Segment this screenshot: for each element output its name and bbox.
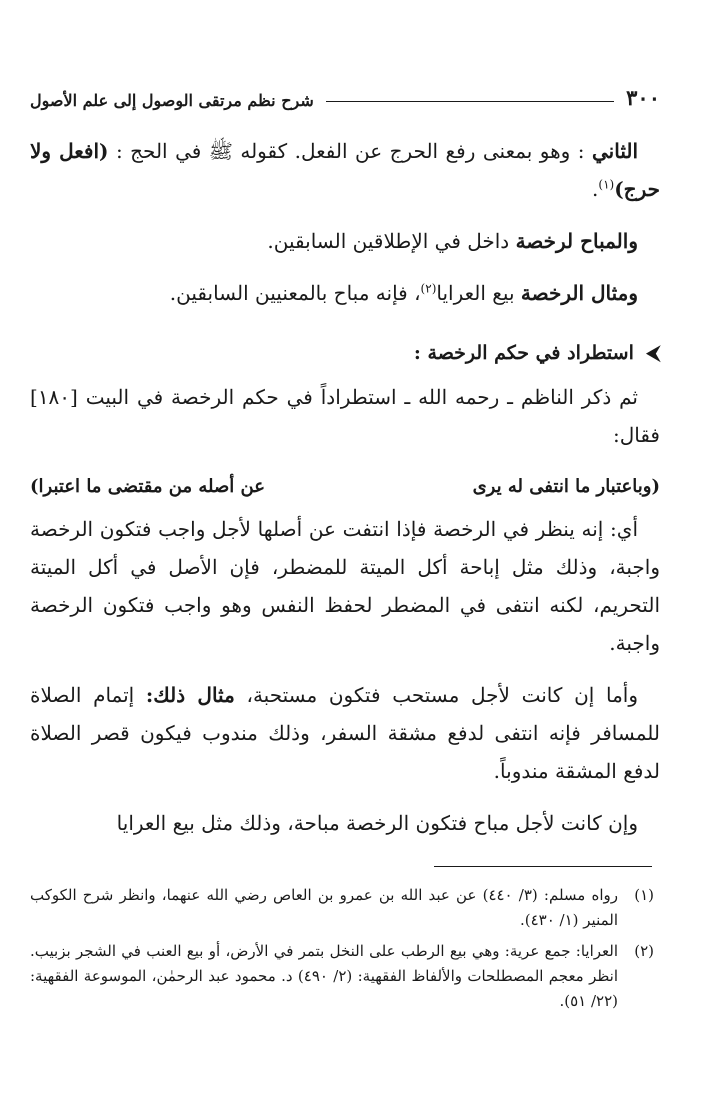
footnote-separator (434, 866, 652, 867)
paragraph-intro: ثم ذكر الناظم ـ رحمه الله ـ استطراداً في حكم الرخصة في البيت [١٨٠] فقال: (30, 385, 660, 447)
header-rule (326, 101, 614, 102)
main-text (30, 132, 660, 842)
paragraph-explanation: أي: إنه ينظر في الرخصة فإذا انتفت عن أصلها لأجل واجب فتكون الرخصة واجبة، وذلك مثل إباحة أكل الميتة للمضطر، فإن الأصل في أكل الميتة التحريم، لكنه انتفى في المضطر لحفظ النفس وهو واجب فتكون الرخصة واجبة. (30, 517, 660, 655)
verse-second-hemistich: عن أصله من مقتضى ما اعتبرا) (30, 476, 265, 497)
paragraph-mubah (30, 222, 660, 260)
footnote-number: (١) (634, 886, 654, 904)
hadith-quote: (افعل ولا حرج) (30, 139, 660, 201)
term-example: ومثال الرخصة (520, 281, 638, 305)
footnote-1 (30, 883, 660, 933)
example-label: مثال ذلك: (145, 683, 235, 707)
period: . (592, 177, 599, 201)
arrow-left-icon: ⮜ (646, 342, 660, 364)
paragraph-mustahab (30, 676, 660, 790)
footnote-2 (30, 939, 660, 1014)
footnote-ref-2[interactable]: (٢) (420, 281, 437, 296)
page-number: ٣٠٠ (626, 85, 660, 110)
footnotes (30, 883, 660, 1014)
paragraph-example (30, 274, 660, 312)
footnote-text: العرايا: جمع عرية: وهي بيع الرطب على النخل بتمر في الأرض، أو بيع العنب في الشجر بزبيب. انظر معجم المصطلحات والألفاظ الفقهية: (٢/ ٤٩٠) د. محمود عبد الرحمٰن، الموسوعة الفقهية: (٢٢/ ٥١). (30, 942, 619, 1010)
poem-verse (30, 470, 660, 504)
paragraph-text: ، فإنه مباح بالمعنيين السابقين. (169, 281, 421, 305)
running-title: شرح نظم مرتقى الوصول إلى علم الأصول (30, 91, 314, 110)
term-second: الثاني (591, 139, 638, 163)
paragraph-mubah-case: وإن كانت لأجل مباح فتكون الرخصة مباحة، وذلك مثل بيع العرايا (116, 811, 638, 835)
verse-first-hemistich: (وباعتبار ما انتفى له يرى (472, 476, 660, 497)
paragraph-text: داخل في الإطلاقين السابقين. (267, 229, 510, 253)
section-heading (30, 334, 660, 372)
footnote-ref-1[interactable]: (١) (598, 177, 615, 192)
paragraph-text: وأما إن كانت لأجل مستحب فتكون مستحبة، (246, 683, 638, 707)
paragraph-text: إتمام الصلاة للمسافر فإنه انتفى لدفع مشقة السفر، وذلك مندوب فيكون قصر الصلاة لدفع المشقة مندوباً. (30, 683, 660, 783)
term-mubah: والمباح لرخصة (515, 229, 638, 253)
paragraph-text: : وهو بمعنى رفع الحرج عن الفعل. كقوله ﷺ في الحج : (115, 139, 585, 163)
book-page (30, 70, 660, 1020)
footnote-text: رواه مسلم: (٣/ ٤٤٠) عن عبد الله بن عمرو بن العاص رضي الله عنهما، وانظر شرح الكوكب المنير (١/ ٤٣٠). (30, 886, 618, 929)
footnote-number: (٢) (634, 942, 654, 960)
paragraph-second-meaning (30, 132, 660, 208)
section-heading-text: استطراد في حكم الرخصة : (413, 342, 634, 364)
page-header (30, 70, 660, 110)
paragraph-text: بيع العرايا (436, 281, 515, 305)
